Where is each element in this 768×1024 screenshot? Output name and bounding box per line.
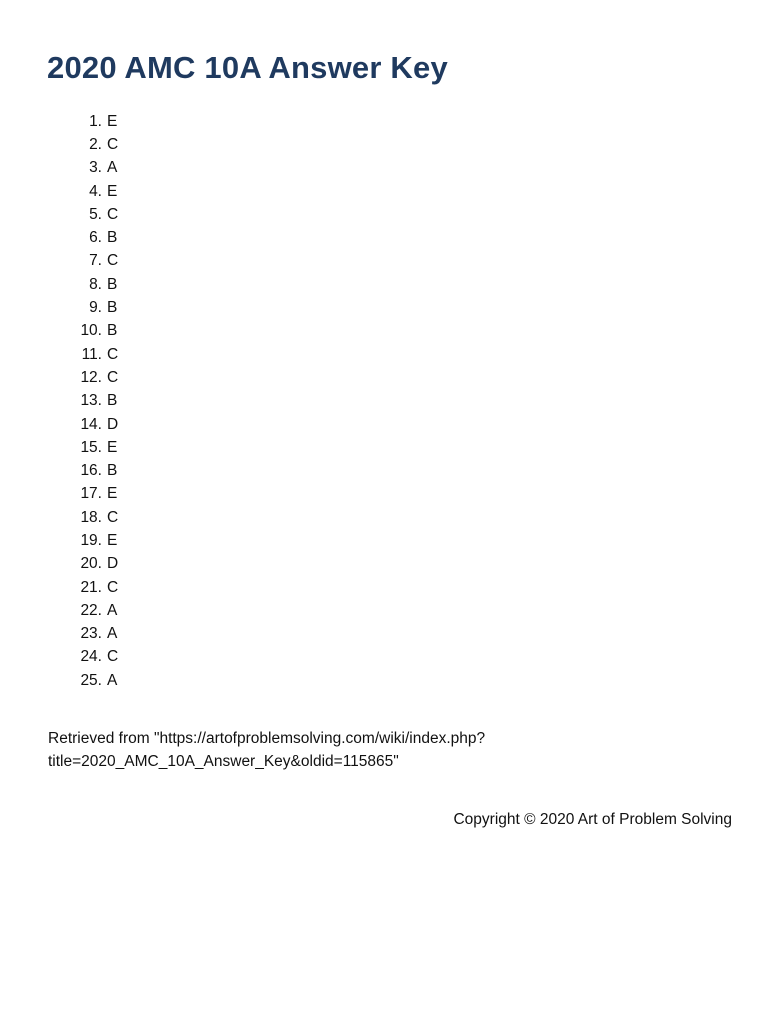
answer-number: 4. [89, 182, 102, 200]
answer-letter: E [107, 182, 118, 200]
answer-number: 18. [80, 508, 102, 526]
answer-number: 20. [80, 555, 102, 573]
answer-letter: C [107, 205, 119, 223]
answer-letter: A [107, 601, 118, 619]
answer-number: 12. [80, 368, 102, 386]
answer-letter: C [107, 578, 119, 596]
answer-item [0, 343, 118, 366]
page-title: 2020 AMC 10A Answer Key [47, 50, 448, 85]
answer-item [0, 157, 118, 180]
answer-letter: D [107, 555, 119, 573]
answer-item [0, 459, 118, 482]
answer-number: 9. [89, 299, 102, 317]
answer-item [0, 506, 118, 529]
answer-letter: C [107, 252, 119, 270]
answer-item [0, 553, 118, 576]
answer-item [0, 413, 118, 436]
answer-number: 16. [80, 462, 102, 480]
answer-item [0, 529, 118, 552]
answer-number: 11. [81, 345, 102, 363]
answer-number: 24. [80, 648, 102, 666]
answer-item [0, 180, 118, 203]
answer-letter: E [107, 112, 118, 130]
answer-letter: B [107, 392, 118, 410]
answer-number: 15. [80, 438, 102, 456]
answer-letter: C [107, 648, 119, 666]
answer-item [0, 623, 118, 646]
answer-number: 23. [80, 625, 102, 643]
answer-letter: A [107, 159, 118, 177]
answer-number: 25. [80, 671, 102, 689]
answer-letter: B [107, 229, 118, 247]
answer-number: 14. [80, 415, 102, 433]
answer-number: 3. [89, 159, 102, 177]
answer-letter: C [107, 368, 119, 386]
answer-letter: B [107, 322, 118, 340]
answer-item [0, 646, 118, 669]
answer-item [0, 483, 118, 506]
answer-number: 6. [89, 229, 102, 247]
answer-item [0, 576, 118, 599]
answer-number: 19. [80, 531, 102, 549]
answer-item [0, 390, 118, 413]
answer-letter: A [107, 671, 118, 689]
answer-letter: D [107, 415, 119, 433]
answer-letter: C [107, 508, 119, 526]
retrieved-from-note [48, 727, 608, 773]
answer-item [0, 599, 118, 622]
answer-letter: C [107, 345, 119, 363]
answer-number: 13. [80, 392, 102, 410]
answer-letter: B [107, 299, 118, 317]
answer-number: 5. [89, 205, 102, 223]
answer-letter: C [107, 135, 119, 153]
copyright-notice: Copyright © 2020 Art of Problem Solving [453, 811, 732, 828]
answer-item [0, 110, 118, 133]
answer-number: 22. [80, 601, 102, 619]
answer-item [0, 133, 118, 156]
answer-item [0, 366, 118, 389]
answer-item [0, 296, 118, 319]
answer-number: 1. [89, 112, 102, 130]
answer-letter: E [107, 531, 118, 549]
answer-letter: E [107, 438, 118, 456]
retrieved-line-2: title=2020_AMC_10A_Answer_Key&oldid=115865" [48, 753, 399, 770]
answer-letter: E [107, 485, 118, 503]
answer-item [0, 273, 118, 296]
answer-number: 21. [80, 578, 102, 596]
answer-number: 10. [80, 322, 102, 340]
answer-letter: B [107, 462, 118, 480]
answer-item [0, 320, 118, 343]
answer-item [0, 669, 118, 692]
answer-item [0, 203, 118, 226]
retrieved-line-1: Retrieved from "https://artofproblemsolving.com/wiki/index.php? [48, 730, 486, 747]
answer-number: 8. [89, 275, 102, 293]
answer-item [0, 250, 118, 273]
answer-item [0, 226, 118, 249]
answer-item [0, 436, 118, 459]
answer-number: 7. [89, 252, 102, 270]
answer-number: 17. [80, 485, 102, 503]
answer-number: 2. [89, 135, 102, 153]
answer-list [0, 110, 118, 692]
answer-letter: B [107, 275, 118, 293]
answer-letter: A [107, 625, 118, 643]
